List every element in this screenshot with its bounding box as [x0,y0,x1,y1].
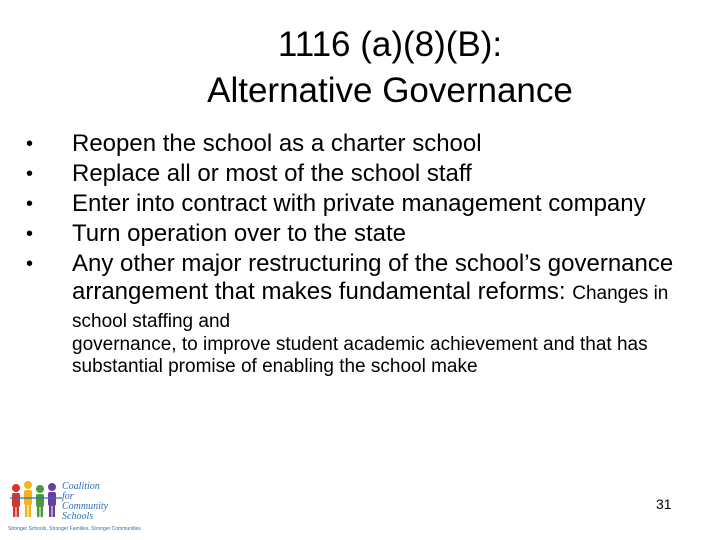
children-figures-icon [8,478,64,524]
logo-line-4: Schools [62,511,94,522]
logo-tagline: Stronger Schools, Stronger Families, Stronger Communities [8,526,141,532]
logo-line-3: Community [62,501,109,512]
bullet-item [24,160,704,188]
title-line-1: 1116 (a)(8)(B): [277,25,503,64]
bullet-inline-note: Changes in school staffing and [72,283,669,332]
logo-line-1: Coalition [62,481,100,492]
title-line-2: Alternative Governance [207,71,573,110]
bullet-dot: • [26,193,34,215]
bullet-text: Reopen the school as a charter school [72,130,482,157]
bullet-item [24,250,704,378]
bullet-text: Replace all or most of the school staff [72,160,472,187]
bullet-continuation: governance, to improve student academic achievement and that has substantial promise of enabling the school make [72,334,648,377]
bullet-text: Any other major restructuring of the school’s governance arrangement that makes fundamental reforms: [72,250,674,305]
bullet-item [24,130,704,158]
slide-title [40,22,720,114]
bullet-list [24,130,704,380]
bullet-text: Turn operation over to the state [72,220,406,247]
bullet-text: Enter into contract with private management company [72,190,646,217]
bullet-dot: • [26,223,34,245]
logo-line-2: for [62,491,74,502]
coalition-logo [8,478,141,534]
bullet-dot: • [26,133,34,155]
bullet-item [24,190,704,218]
logo-wordmark [62,482,108,522]
page-number: 31 [656,496,672,512]
bullet-dot: • [26,253,34,275]
bullet-item [24,220,704,248]
bullet-dot: • [26,163,34,185]
